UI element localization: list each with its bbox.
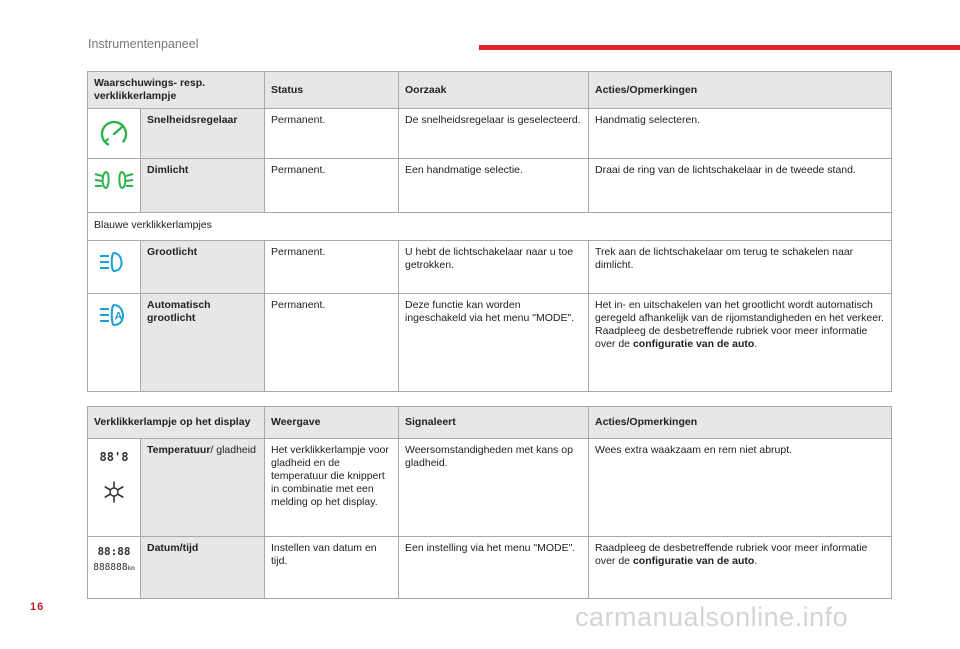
lamp-status: Permanent. (265, 109, 399, 159)
watermark: carmanualsonline.info (575, 602, 849, 632)
indicator-name: Temperatuur (147, 444, 211, 456)
header-display-lamp: Verklikkerlampje op het display (88, 407, 265, 439)
lamp-action: Handmatig selecteren. (589, 109, 892, 159)
display-indicators-table (87, 406, 892, 599)
header-cause: Oorzaak (399, 72, 589, 109)
clock-display-icon: 88:88 (97, 545, 131, 558)
lamp-action: Draai de ring van de lichtschakelaar in de tweede stand. (589, 159, 892, 213)
table-row (88, 294, 892, 392)
header-actions: Acties/Opmerkingen (589, 72, 892, 109)
svg-text:A: A (114, 310, 123, 323)
lamp-name: Dimlicht (141, 159, 265, 213)
action-bold-text: configuratie van de auto (632, 555, 755, 567)
action-text: . (754, 338, 758, 350)
temperature-display-icon: 88'8 (99, 450, 129, 464)
lamp-status: Permanent. (265, 294, 399, 392)
main-beam-icon (96, 247, 132, 277)
table-row (88, 109, 892, 159)
header-signals: Signaleert (399, 407, 589, 439)
action-text: . (754, 555, 758, 567)
indicator-signals: Weersomstandigheden met kans op gladheid. (399, 439, 589, 537)
table-header-row (88, 407, 892, 439)
automatic-main-beam-icon (96, 300, 132, 330)
lamp-status: Permanent. (265, 241, 399, 294)
dipped-beam-icon (92, 165, 136, 195)
lamp-action (589, 294, 892, 392)
table-header-row (88, 72, 892, 109)
cruise-control-icon (96, 115, 132, 151)
lamp-action: Trek aan de lichtschakelaar om terug te schakelen naar dimlicht. (589, 241, 892, 294)
indicator-name-rest: / gladheid (210, 444, 256, 456)
header-lamp: Waarschuwings- resp. verklikkerlampje (88, 72, 265, 109)
group-label-blue-lamps: Blauwe verklikkerlampjes (88, 213, 892, 241)
table-row (88, 439, 892, 537)
indicator-name: Datum/tijd (141, 537, 265, 599)
page-number: 16 (30, 601, 45, 613)
snowflake-icon (102, 480, 126, 504)
lamp-cause: De snelheidsregelaar is geselecteerd. (399, 109, 589, 159)
action-text: Raadpleeg de desbetreffende rubriek voor meer informatie over de (595, 325, 868, 350)
lamp-cause: U hebt de lichtschakelaar naar u toe getrokken. (399, 241, 589, 294)
header-actions: Acties/Opmerkingen (589, 407, 892, 439)
table-row (88, 241, 892, 294)
header-status: Status (265, 72, 399, 109)
indicator-action: Wees extra waakzaam en rem niet abrupt. (589, 439, 892, 537)
lamp-status: Permanent. (265, 159, 399, 213)
group-row (88, 213, 892, 241)
odometer-display-icon (90, 561, 138, 575)
lamp-cause: Een handmatige selectie. (399, 159, 589, 213)
warning-lamps-table (87, 71, 892, 392)
lamp-name: Automatisch grootlicht (141, 294, 265, 392)
header-display: Weergave (265, 407, 399, 439)
lamp-cause: Deze functie kan worden ingeschakeld via het menu "MODE". (399, 294, 589, 392)
odometer-digits: 888888 (93, 562, 128, 573)
table-row (88, 537, 892, 599)
section-title: Instrumentenpaneel (88, 37, 199, 51)
accent-bar (479, 45, 960, 50)
table-row (88, 159, 892, 213)
indicator-signals: Een instelling via het menu "MODE". (399, 537, 589, 599)
action-bold-text: configuratie van de auto (632, 338, 755, 350)
indicator-action (589, 537, 892, 599)
lamp-name: Grootlicht (141, 241, 265, 294)
lamp-name: Snelheidsregelaar (141, 109, 265, 159)
indicator-display: Instellen van datum en tijd. (265, 537, 399, 599)
action-text: Raadpleeg de desbetreffende rubriek voor meer informatie over de (595, 542, 868, 567)
action-text: Het in- en uitschakelen van het grootlicht wordt automatisch geregeld afhankelijk van de rijomstandigheden en het verkeer. (595, 299, 884, 324)
odometer-unit: km (127, 565, 135, 572)
indicator-display: Het verklikkerlampje voor gladheid en de temperatuur die knippert in combinatie met een melding op het display. (265, 439, 399, 537)
